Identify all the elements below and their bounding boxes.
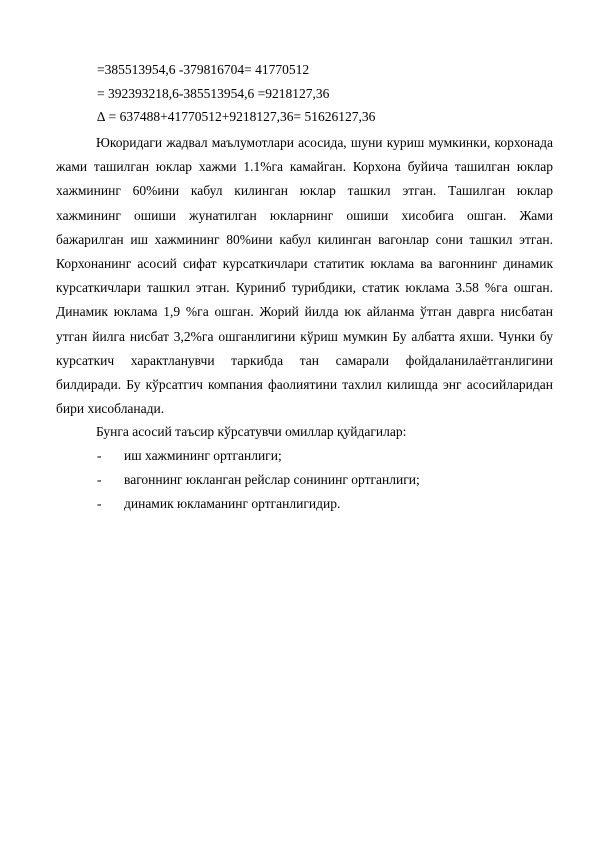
- bullet-dash: -: [97, 448, 102, 463]
- bullet-dash: -: [97, 472, 102, 487]
- formula-line-1: =385513954,6 -379816704= 41770512: [97, 62, 310, 77]
- bullet-dash: -: [97, 496, 102, 511]
- formula-line-3: ∆ = 637488+41770512+9218127,36= 51626127,36: [97, 109, 376, 124]
- formula-line-2: = 392393218,6-385513954,6 =9218127,36: [97, 86, 330, 101]
- bullet-text: динамик юкламанинг ортганлигидир.: [124, 496, 341, 511]
- factors-intro: Бунга асосий таъсир кўрсатувчи омиллар қуйдагилар:: [96, 424, 407, 439]
- analysis-paragraph: Юкоридаги жадвал маълумотлари асосида, шуни куриш мумкинки, корхонада жами ташилган юклар хажми 1.1%га камайган. Корхона буйича ташилган юклар хажмининг 60%ини кабул килинган юклар ташкил этган. Ташилган юклар хажмининг ошиши жунатилган юкларнинг ошиши хисобига ошган. Жами бажарилган иш хажмининг 80%ини кабул килинган вагонлар сони ташкил этган. Корхонанинг асосий сифат курсаткичлари статитик юклама ва вагоннинг динамик курсаткичлари ташкил этган. Куриниб турибдики, статик юклама 3.58 %га ошган. Динамик юклама 1,9 %га ошган. Жорий йилда юк айланма ўтган даврга нисбатан утган йилга нисбат 3,2%га ошганлигини кўриш мумкин Бу албатта яхши. Чунки бу курсаткич характланувчи таркибда тан самарали фойдаланилаётганлигини билдиради. Бу кўрсатгич компания фаолиятини тахлил килишда энг асосийларидан бири хисобланади.: [56, 135, 553, 417]
- bullet-text: вагоннинг юкланган рейслар сонининг ортганлиги;: [124, 472, 420, 487]
- bullet-text: иш хажмининг ортганлиги;: [124, 448, 282, 463]
